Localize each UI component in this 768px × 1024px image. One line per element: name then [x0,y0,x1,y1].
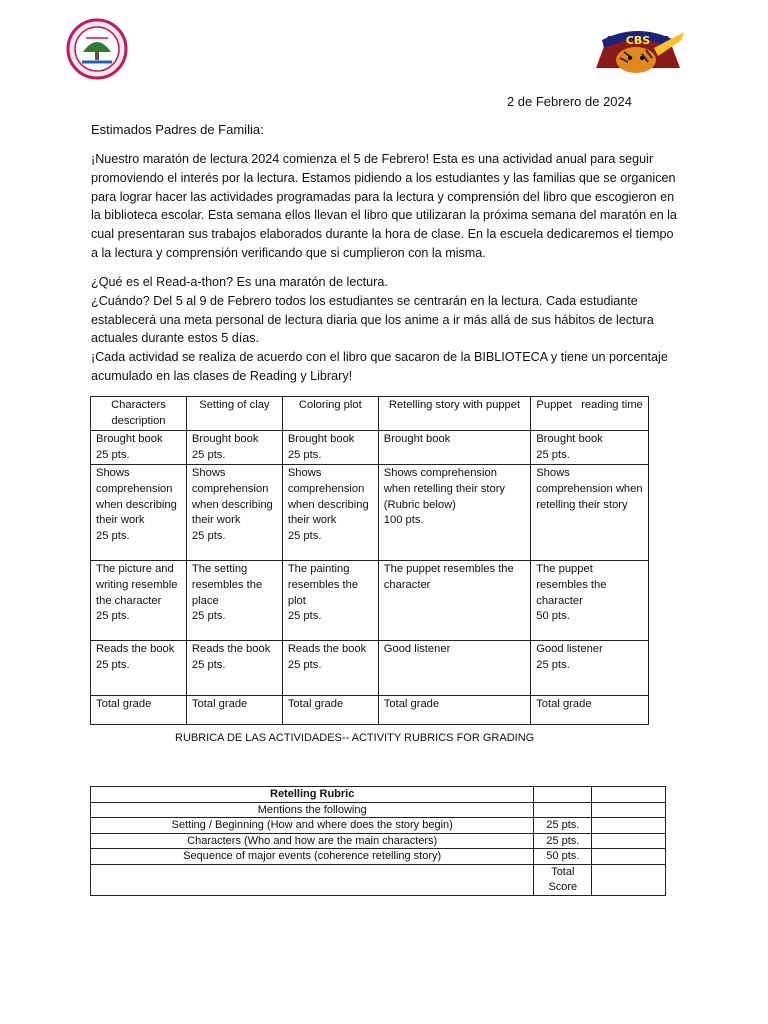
table-cell: Reads the book 25 pts. [186,641,282,696]
table-cell: The setting resembles the place 25 pts. [186,561,282,641]
table-cell: The picture and writing resemble the character 25 pts. [91,561,187,641]
table-cell: Total grade [531,696,649,725]
retelling-title-row [91,787,666,803]
points-cell: 25 pts. [534,833,592,849]
header-retelling-story: Retelling story with puppet [378,397,530,431]
table-cell: Reads the book 25 pts. [282,641,378,696]
retelling-rubric-table [90,786,666,896]
table-cell: The painting resembles the plot 25 pts. [282,561,378,641]
table-cell: Total grade [282,696,378,725]
table-row [91,561,649,641]
retelling-title: Retelling Rubric [91,787,534,803]
table-cell: Shows comprehension when describing their work 25 pts. [186,465,282,561]
table-row [91,849,666,865]
table-cell: Reads the book 25 pts. [91,641,187,696]
header-puppet-reading-time: Puppet reading time [531,397,649,431]
table-header-row [91,397,649,431]
table-row [91,696,649,725]
table-cell: Brought book 25 pts. [282,431,378,465]
criterion-cell: Setting / Beginning (How and where does the story begin) [91,818,534,834]
table-cell: Shows comprehension when describing their work 25 pts. [282,465,378,561]
points-cell: 25 pts. [534,818,592,834]
table-row [91,465,649,561]
rubric-caption: RUBRICA DE LAS ACTIVIDADES-- ACTIVITY RUBRICS FOR GRADING [175,732,535,744]
cbs-tiger-logo [588,18,688,80]
header-characters-description: Characters description [91,397,187,431]
cbs-logo-text: CBS [625,34,651,47]
table-cell: Brought book 25 pts. [531,431,649,465]
intro-text: ¡Nuestro maratón de lectura 2024 comienza el 5 de Febrero! Esta es una actividad anual para seguir promoviendo el interés por la lectura. Estamos pidiendo a los estudiantes y las familias que se organicen para lograr hacer las actividades programadas para la lectura y comprensión del libro que escogieron en la biblioteca escolar. Esta semana ellos llevan el libro que utilizaran la próxima semana del maratón en la cual presentaran sus trabajos elaborados durante la hora de clase. En la escuela dedicaremos el tiempo a la lectura y comprensión verificando que si cumplieron con la misma. [91,152,677,260]
table-cell: The puppet resembles the character 50 pts. [531,561,649,641]
table-row [91,833,666,849]
letter-greeting: Estimados Padres de Familia: [91,122,264,137]
table-cell: Shows comprehension when retelling their story (Rubric below) 100 pts. [378,465,530,561]
table-row [91,818,666,834]
table-cell: Brought book [378,431,530,465]
table-row [91,641,649,696]
header-setting-of-clay: Setting of clay [186,397,282,431]
retelling-subtitle: Mentions the following [91,802,534,818]
table-cell: Brought book 25 pts. [91,431,187,465]
table-cell: Good listener 25 pts. [531,641,649,696]
activity-table-body [91,431,649,725]
readathon-when: ¿Cuándo? Del 5 al 9 de Febrero todos los estudiantes se centrarán en la lectura. Cada estudiante establecerá una meta personal de lectura diaria que los anime a ir más allá de sus hábitos de lectura actuales durante estos 5 días. [91,293,654,346]
table-cell: Good listener [378,641,530,696]
table-cell: Total grade [91,696,187,725]
table-cell: The puppet resembles the character [378,561,530,641]
retelling-subtitle-row [91,802,666,818]
points-cell: 50 pts. [534,849,592,865]
criterion-cell: Sequence of major events (coherence retelling story) [91,849,534,865]
readathon-info [91,273,681,386]
total-score-label: Total Score [534,864,592,895]
activity-rubric-table [90,396,649,725]
table-cell: Shows comprehension when retelling their story [531,465,649,561]
school-seal-logo [66,18,128,80]
table-cell: Shows comprehension when describing their work 25 pts. [91,465,187,561]
readathon-what: ¿Qué es el Read-a-thon? Es una maratón de lectura. [91,275,388,289]
intro-paragraph [91,150,681,263]
header-coloring-plot: Coloring plot [282,397,378,431]
table-cell: Total grade [378,696,530,725]
table-cell: Total grade [186,696,282,725]
table-cell: Brought book 25 pts. [186,431,282,465]
letter-date: 2 de Febrero de 2024 [506,94,632,109]
table-row [91,431,649,465]
readathon-activity-note: ¡Cada actividad se realiza de acuerdo con el libro que sacaron de la BIBLIOTECA y tiene un porcentaje acumulado en las clases de Reading y Library! [91,350,668,383]
criterion-cell: Characters (Who and how are the main characters) [91,833,534,849]
total-score-row [91,864,666,895]
